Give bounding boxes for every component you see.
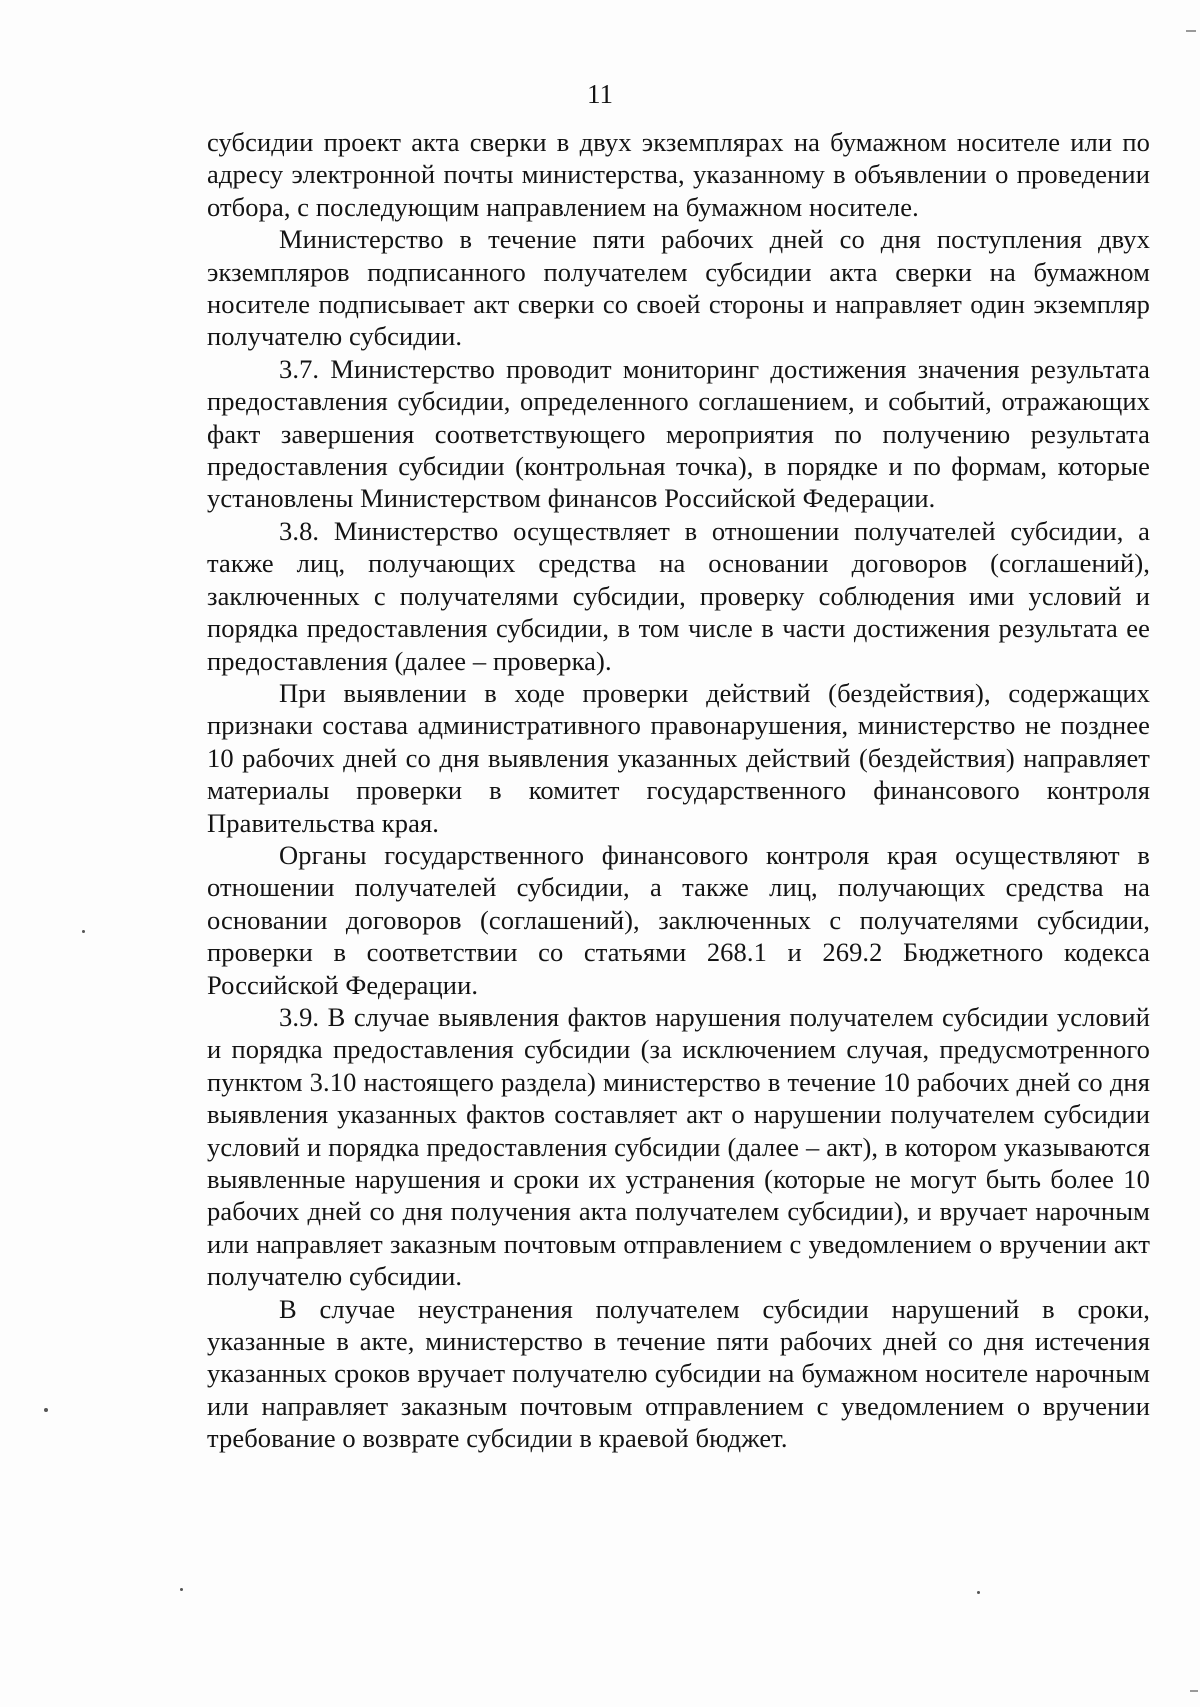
document-body [207, 126, 1150, 1455]
scan-speck [44, 1408, 48, 1412]
scan-speck [82, 930, 85, 933]
paragraph-3-8: 3.8. Министерство осуществляет в отношении получателей субсидии, а также лиц, получающих средства на основании договоров (соглашений), заключенных с получателями субсидии, проверку соблюдения ими условий и порядка предоставления субсидии, в том числе в части достижения результата ее предоставления (далее – проверка). [207, 515, 1150, 676]
scan-speck [977, 1591, 980, 1594]
paragraph-3-7: 3.7. Министерство проводит мониторинг достижения значения результата предоставления субсидии, определенного соглашением, и событий, отражающих факт завершения соответствующего мероприятия по получению результата предоставления субсидии (контрольная точка), в порядке и по формам, которые установлены Министерством финансов Российской Федерации. [207, 353, 1150, 514]
page-number: 11 [587, 79, 613, 109]
paragraph-financial-control: Органы государственного финансового контроля края осуществляют в отношении получателей субсидии, а также лиц, получающих средства на основании договоров (соглашений), заключенных с получателями субсидии, проверки в соответствии со статьями 268.1 и 269.2 Бюджетного кодекса Российской Федерации. [207, 839, 1150, 1000]
scan-speck [180, 1588, 183, 1591]
paragraph-non-elimination: В случае неустранения получателем субсидии нарушений в сроки, указанные в акте, министерство в течение пяти рабочих дней со дня истечения указанных сроков вручает получателю субсидии на бумажном носителе нарочным или направляет заказным почтовым отправлением с уведомлением о вручении требование о возврате субсидии в краевой бюджет. [207, 1293, 1150, 1454]
paragraph-3-9: 3.9. В случае выявления фактов нарушения получателем субсидии условий и порядка предоставления субсидии (за исключением случая, предусмотренного пунктом 3.10 настоящего раздела) министерство в течение 10 рабочих дней со дня выявления указанных фактов составляет акт о нарушении получателем субсидии условий и порядка предоставления субсидии (далее – акт), в котором указываются выявленные нарушения и сроки их устранения (которые не могут быть более 10 рабочих дней со дня получения акта получателем субсидии), и вручает нарочным или направляет заказным почтовым отправлением с уведомлением о вручении акт получателю субсидии. [207, 1001, 1150, 1292]
paragraph-continuation: субсидии проект акта сверки в двух экземплярах на бумажном носителе или по адресу электронной почты министерства, указанному в объявлении о проведении отбора, с последующим направлением на бумажном носителе. [207, 127, 1150, 222]
scan-edge-mark [1186, 30, 1196, 32]
paragraph-act-signing: Министерство в течение пяти рабочих дней со дня поступления двух экземпляров подписанного получателем субсидии акта сверки на бумажном носителе подписывает акт сверки со своей стороны и направляет один экземпляр получателю субсидии. [207, 224, 1150, 352]
scan-edge-mark [1190, 1690, 1198, 1692]
paragraph-violation-detection: При выявлении в ходе проверки действий (бездействия), содержащих признаки состава административного правонарушения, министерство не позднее 10 рабочих дней со дня выявления указанных действий (бездействия) направляет материалы проверки в комитет государственного финансового контроля Правительства края. [207, 677, 1150, 838]
